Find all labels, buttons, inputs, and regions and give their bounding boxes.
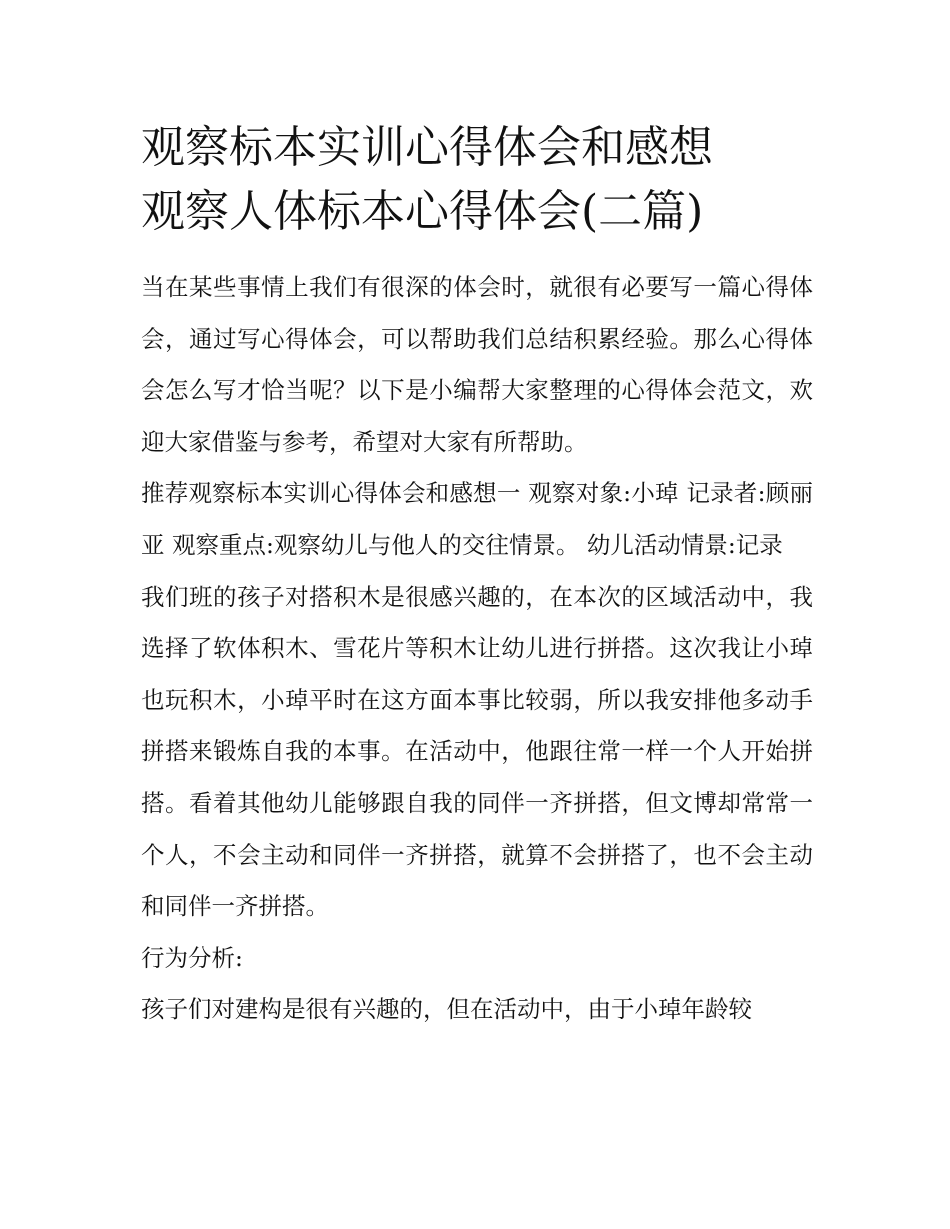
activity-description-paragraph: 我们班的孩子对搭积木是很感兴趣的，在本次的区域活动中，我选择了软体积木、雪花片等积木让幼儿进行拼搭。这次我让小琸也玩积木，小琸平时在这方面本事比较弱，所以我安排他多动手拼搭来锻炼自我的本事。在活动中，他跟往常一样一个人开始拼搭。看着其他幼儿能够跟自我的同伴一齐拼搭，但文博却常常一个人，不会主动和同伴一齐拼搭，就算不会拼搭了，也不会主动和同伴一齐拼搭。: [141, 582, 813, 921]
intro-paragraph: 当在某些事情上我们有很深的体会时，就很有必要写一篇心得体会，通过写心得体会，可以帮助我们总结积累经验。那么心得体会怎么写才恰当呢？以下是小编帮大家整理的心得体会范文，欢迎大家借鉴与参考，希望对大家有所帮助。: [141, 273, 813, 456]
document-page: [141, 116, 813, 1036]
analysis-paragraph: 孩子们对建构是很有兴趣的，但在活动中，由于小琸年龄较: [141, 995, 752, 1024]
observation-record-paragraph: 推荐观察标本实训心得体会和感想一 观察对象:小琸 记录者:顾丽亚 观察重点:观察幼儿与他人的交往情景。 幼儿活动情景:记录: [141, 479, 813, 559]
behavior-analysis-heading: 行为分析:: [141, 943, 243, 972]
title-line-1: 观察标本实训心得体会和感想: [141, 122, 713, 173]
title-line-2: 观察人体标本心得体会(二篇): [141, 186, 704, 237]
document-title: [141, 116, 813, 244]
